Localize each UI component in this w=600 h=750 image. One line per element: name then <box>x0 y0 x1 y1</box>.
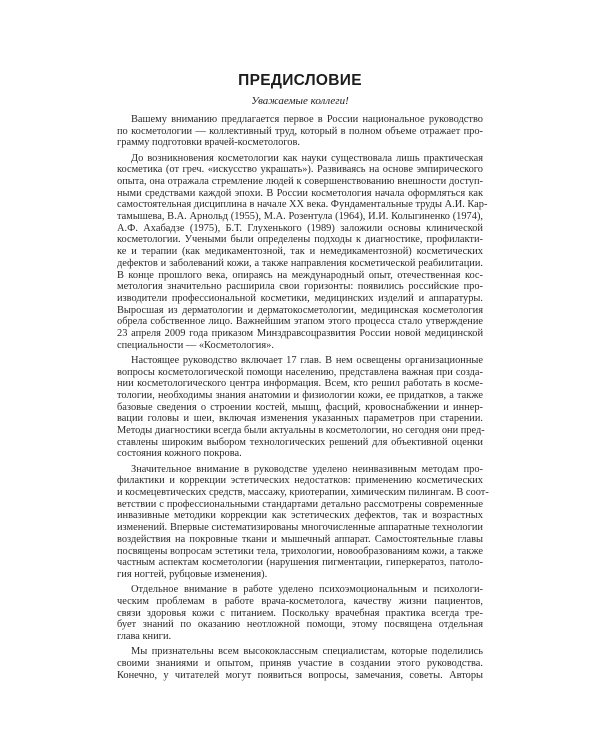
text-line: В конце прошлого века, опираясь на международный опыт, отечественная кос- <box>117 269 483 281</box>
text-line: метология значительно расширила свои горизонты: появились российские про- <box>117 281 483 293</box>
text-line: Настоящее руководство включает 17 глав. В нем освещены организационные <box>131 354 483 366</box>
text-line: косметологии. Учеными были определены подходы к диагностике, профилакти- <box>117 234 483 246</box>
paragraph <box>117 646 483 681</box>
text-line: бует знаний по оказанию неотложной помощи, этому посвящена отдельная <box>117 619 483 631</box>
text-line: и космецевтических средств, массажу, криотерапии, химическим пилингам. В соот- <box>117 487 489 499</box>
text-line: До возникновения косметологии как науки существовала лишь практическая <box>131 152 483 164</box>
text-line: состояния кожного покрова. <box>117 448 242 460</box>
text-line: Мы признательны всем высококлассным специалистам, которые поделились <box>131 646 483 658</box>
text-line: воздействия на покровные ткани и мышечный аппарат. Самостоятельные главы <box>117 533 483 545</box>
text-line: ными средствами каждой эпохи. В России косметология начала оформляться как <box>117 187 483 199</box>
text-line: базовые сведения о строении костей, мышц, фасций, кровоснабжении и иннер- <box>117 401 483 413</box>
text-line: вации головы и шеи, включая изменения указанных параметров при старении. <box>117 413 483 425</box>
page-title: ПРЕДИСЛОВИЕ <box>238 72 362 89</box>
text-line: филактики и коррекции эстетических недостатков: применению косметических <box>117 475 483 487</box>
text-line: тологии, необходимы знания анатомии и физиологии кожи, ее придатков, а также <box>117 390 483 401</box>
text-line: по косметологии — коллективный труд, который в полном объеме отражает про- <box>117 125 483 137</box>
text-line: Отдельное внимание в работе уделено психоэмоциональным и психологи- <box>131 584 483 596</box>
text-line: своими знаниями и опытом, приняв участие в создании этого руководства. <box>117 657 483 669</box>
text-line: Методы диагностики всегда были актуальны в косметологии, но сегодня они пред- <box>117 425 485 437</box>
text-line: изменений. Впервые систематизированы многочисленные аппаратные технологии <box>117 522 483 534</box>
text-line: А.Ф. Ахабадзе (1975), Б.Т. Глухенького (1989) заложили основы клинической <box>117 222 483 234</box>
text-line: ставлены широким выбором технологических решений для объективной оценки <box>117 436 483 448</box>
text-line: инвазивные методики коррекции как эстетических дефектов, так и возрастных <box>117 510 483 522</box>
text-line: посвящены вопросам эстетики тела, трихологии, новообразованиям кожи, а также <box>117 545 483 557</box>
text-line: ке и терапии (как медикаментозной, так и немедикаментозной) косметических <box>117 246 483 258</box>
text-line: нии косметологического центра информация. Всем, кто решил работать в косме- <box>117 378 483 390</box>
paragraph <box>117 584 483 642</box>
paragraph <box>117 114 483 149</box>
text-line: Вашему вниманию предлагается первое в России национальное руководство <box>131 114 483 125</box>
text-line: глава книги. <box>117 630 172 642</box>
paragraph <box>117 152 488 352</box>
text-line: 23 апреля 2009 года приказом Минздравсоцразвития России новой медицинской <box>117 327 483 339</box>
text-line: вопросы косметологической помощи населению, представлена важная при созда- <box>117 366 483 378</box>
text-line: дефектов и заболеваний кожи, а также направления косметической реабилитации. <box>117 257 483 269</box>
text-line: грамму подготовки врачей-косметологов. <box>117 137 301 149</box>
text-line: изводители профессиональной косметики, медицинских изделий и аппаратуры. <box>117 292 483 304</box>
text-line: Выросшая из дерматологии и дерматокосметологии, медицинская косметология <box>117 304 483 316</box>
text-line: тамышева, В.А. Арнольд (1955), М.А. Розентула (1964), И.И. Колыгиненко (1974), <box>117 211 483 223</box>
preface-body <box>117 114 489 685</box>
text-line: связи здоровья кожи с питанием. Поскольку врачебная практика всегда тре- <box>117 607 483 619</box>
text-line: Значительное внимание в руководстве уделено неинвазивным методам про- <box>131 463 483 475</box>
text-line: Конечно, у читателей могут появиться вопросы, замечания, советы. Авторы <box>117 669 483 681</box>
text-line: самостоятельная дисциплина в начале XX века. Фундаментальные труды А.И. Кар- <box>117 199 488 211</box>
text-line: обрела собственное лицо. Важнейшим этапом этого процесса стало утверждение <box>117 316 483 328</box>
text-line: специальности — «Косметология». <box>117 339 274 351</box>
greeting-line: Уважаемые коллеги! <box>251 95 349 107</box>
paragraph <box>117 463 489 581</box>
text-line: частным аспектам косметологии (нарушения пигментации, гиперкератоз, патоло- <box>117 557 483 569</box>
text-line: ветствии с профессиональными стандартами детально рассмотрены современные <box>117 498 483 510</box>
text-line: ческим проблемам в работе врача-косметолога, качеству жизни пациентов, <box>117 595 483 607</box>
text-line: косметика (от греч. «искусство украшать»). Развиваясь на основе эмпирического <box>117 164 483 176</box>
text-line: опыта, она отражала стремление людей к совершенствованию внешности доступ- <box>117 176 483 188</box>
paragraph <box>117 355 483 460</box>
text-line: гия ногтей, рубцовые изменения). <box>117 568 268 580</box>
